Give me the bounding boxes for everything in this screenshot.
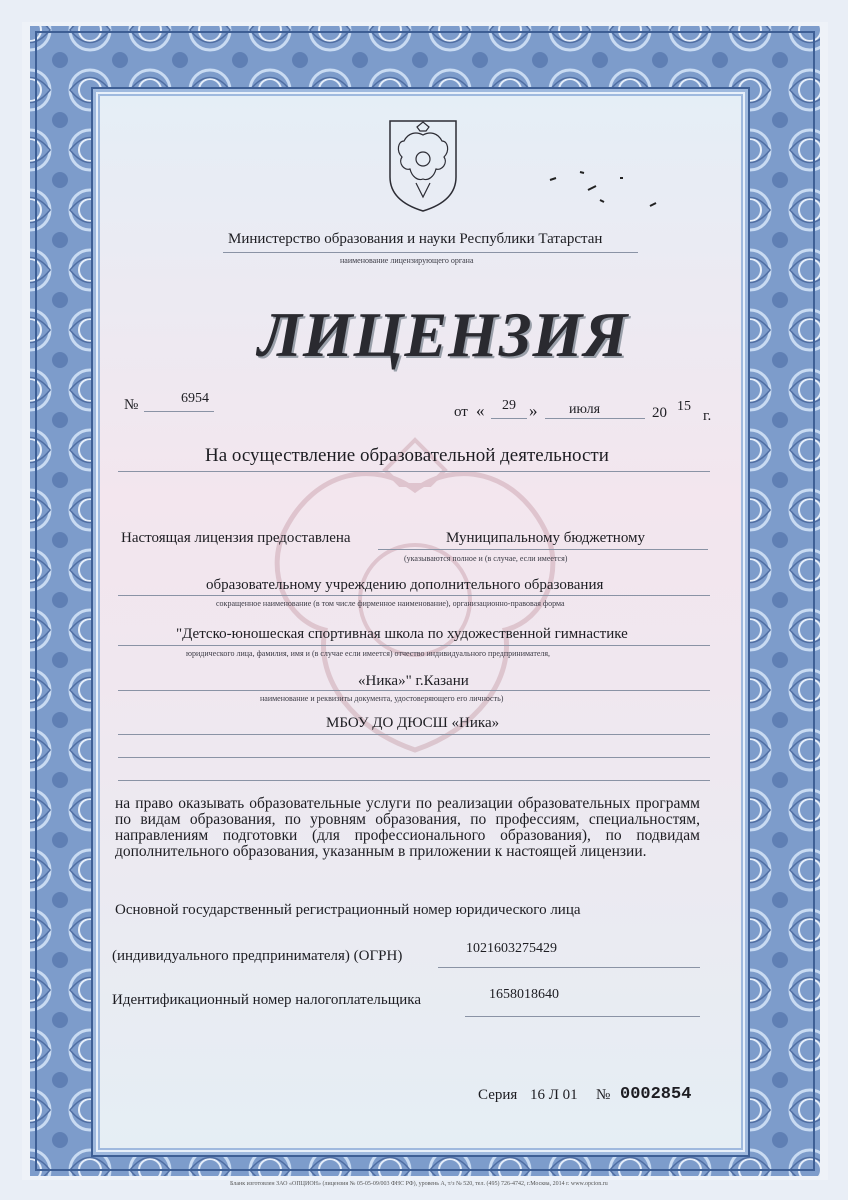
licensee-line-5: МБОУ ДО ДЮСШ «Ника» <box>326 715 500 731</box>
licensee-caption-3: юридического лица, фамилия, имя и (в случае если имеется) отчество индивидуального предпринимателя, <box>186 649 551 658</box>
date-close-quote: » <box>529 401 538 420</box>
date-day: 29 <box>502 398 516 413</box>
number-underline <box>144 411 214 412</box>
ogrn-label-2: (индивидуального предпринимателя) (ОГРН) <box>112 948 403 964</box>
date-open-quote: « <box>476 401 485 420</box>
ministry-name: Министерство образования и науки Республики Татарстан <box>228 231 603 247</box>
rights-paragraph: на право оказывать образовательные услуги по реализации образовательных программ по видам образования, по уровням образования, по профессиям, специальностям, направлениям подготовки (для профессионального образования), по подвидам дополнительного образования, указанным в приложении к настоящей лицензии. <box>115 795 700 860</box>
printer-note: Бланк изготовлен ЗАО «ОПЦИОН» (лицензия № 05-05-09/003 ФНС РФ), уровень А, т/з № 520, тел. (495) 726-4742, г.Москва, 2014 г. www.opcion.ru <box>230 1181 608 1187</box>
date-day-underline <box>491 418 527 419</box>
licensee-line-4-underline <box>118 690 710 691</box>
blank-line-2 <box>118 780 710 781</box>
series-value: 16 Л 01 <box>530 1087 578 1103</box>
licensee-line-3-underline <box>118 645 710 646</box>
ministry-underline <box>223 252 638 253</box>
licensee-line-3: "Детско-юношеская спортивная школа по художественной гимнастике <box>176 626 628 642</box>
series-number-label: № <box>596 1087 611 1103</box>
license-subject: На осуществление образовательной деятельности <box>205 445 609 466</box>
date-month: июля <box>569 402 601 417</box>
date-year-unit: г. <box>703 408 712 424</box>
inn-value: 1658018640 <box>489 987 559 1002</box>
ogrn-label-1: Основной государственный регистрационный номер юридического лица <box>115 902 581 918</box>
date-year-suffix: 15 <box>677 399 691 414</box>
ministry-caption: наименование лицензирующего органа <box>340 256 474 265</box>
licensee-line-2: образовательному учреждению дополнительного образования <box>206 577 604 593</box>
licensee-line-2-underline <box>118 595 710 596</box>
licensee-caption-2: сокращенное наименование (в том числе фирменное наименование), организационно-правовая форма <box>216 599 565 608</box>
ogrn-underline <box>438 967 700 968</box>
licensee-line-5-underline <box>118 734 710 735</box>
licensee-caption-4: наименование и реквизиты документа, удостоверяющего его личность) <box>260 694 504 703</box>
subject-underline <box>118 471 710 472</box>
number-label: № <box>124 397 139 413</box>
inn-underline <box>465 1016 700 1017</box>
license-number: 6954 <box>181 391 209 406</box>
license-title: ЛИЦЕНЗИЯ <box>258 299 629 370</box>
licensee-caption-1: (указываются полное и (в случае, если имеется) <box>404 554 568 563</box>
date-from-label: от <box>454 404 468 420</box>
licensee-line-1-underline <box>378 549 708 550</box>
licensee-line-4: «Ника»" г.Казани <box>358 673 469 689</box>
stray-ink-marks <box>540 160 680 220</box>
blank-line-1 <box>118 757 710 758</box>
ogrn-value: 1021603275429 <box>466 941 557 956</box>
granted-label: Настоящая лицензия предоставлена <box>121 530 351 546</box>
series-label: Серия <box>478 1087 518 1103</box>
inn-label: Идентификационный номер налогоплательщика <box>112 992 422 1008</box>
licensee-line-1: Муниципальному бюджетному <box>446 530 646 546</box>
date-month-underline <box>545 418 645 419</box>
coat-of-arms-icon <box>386 117 460 213</box>
date-year-prefix: 20 <box>652 405 667 421</box>
series-number: 0002854 <box>620 1085 692 1104</box>
